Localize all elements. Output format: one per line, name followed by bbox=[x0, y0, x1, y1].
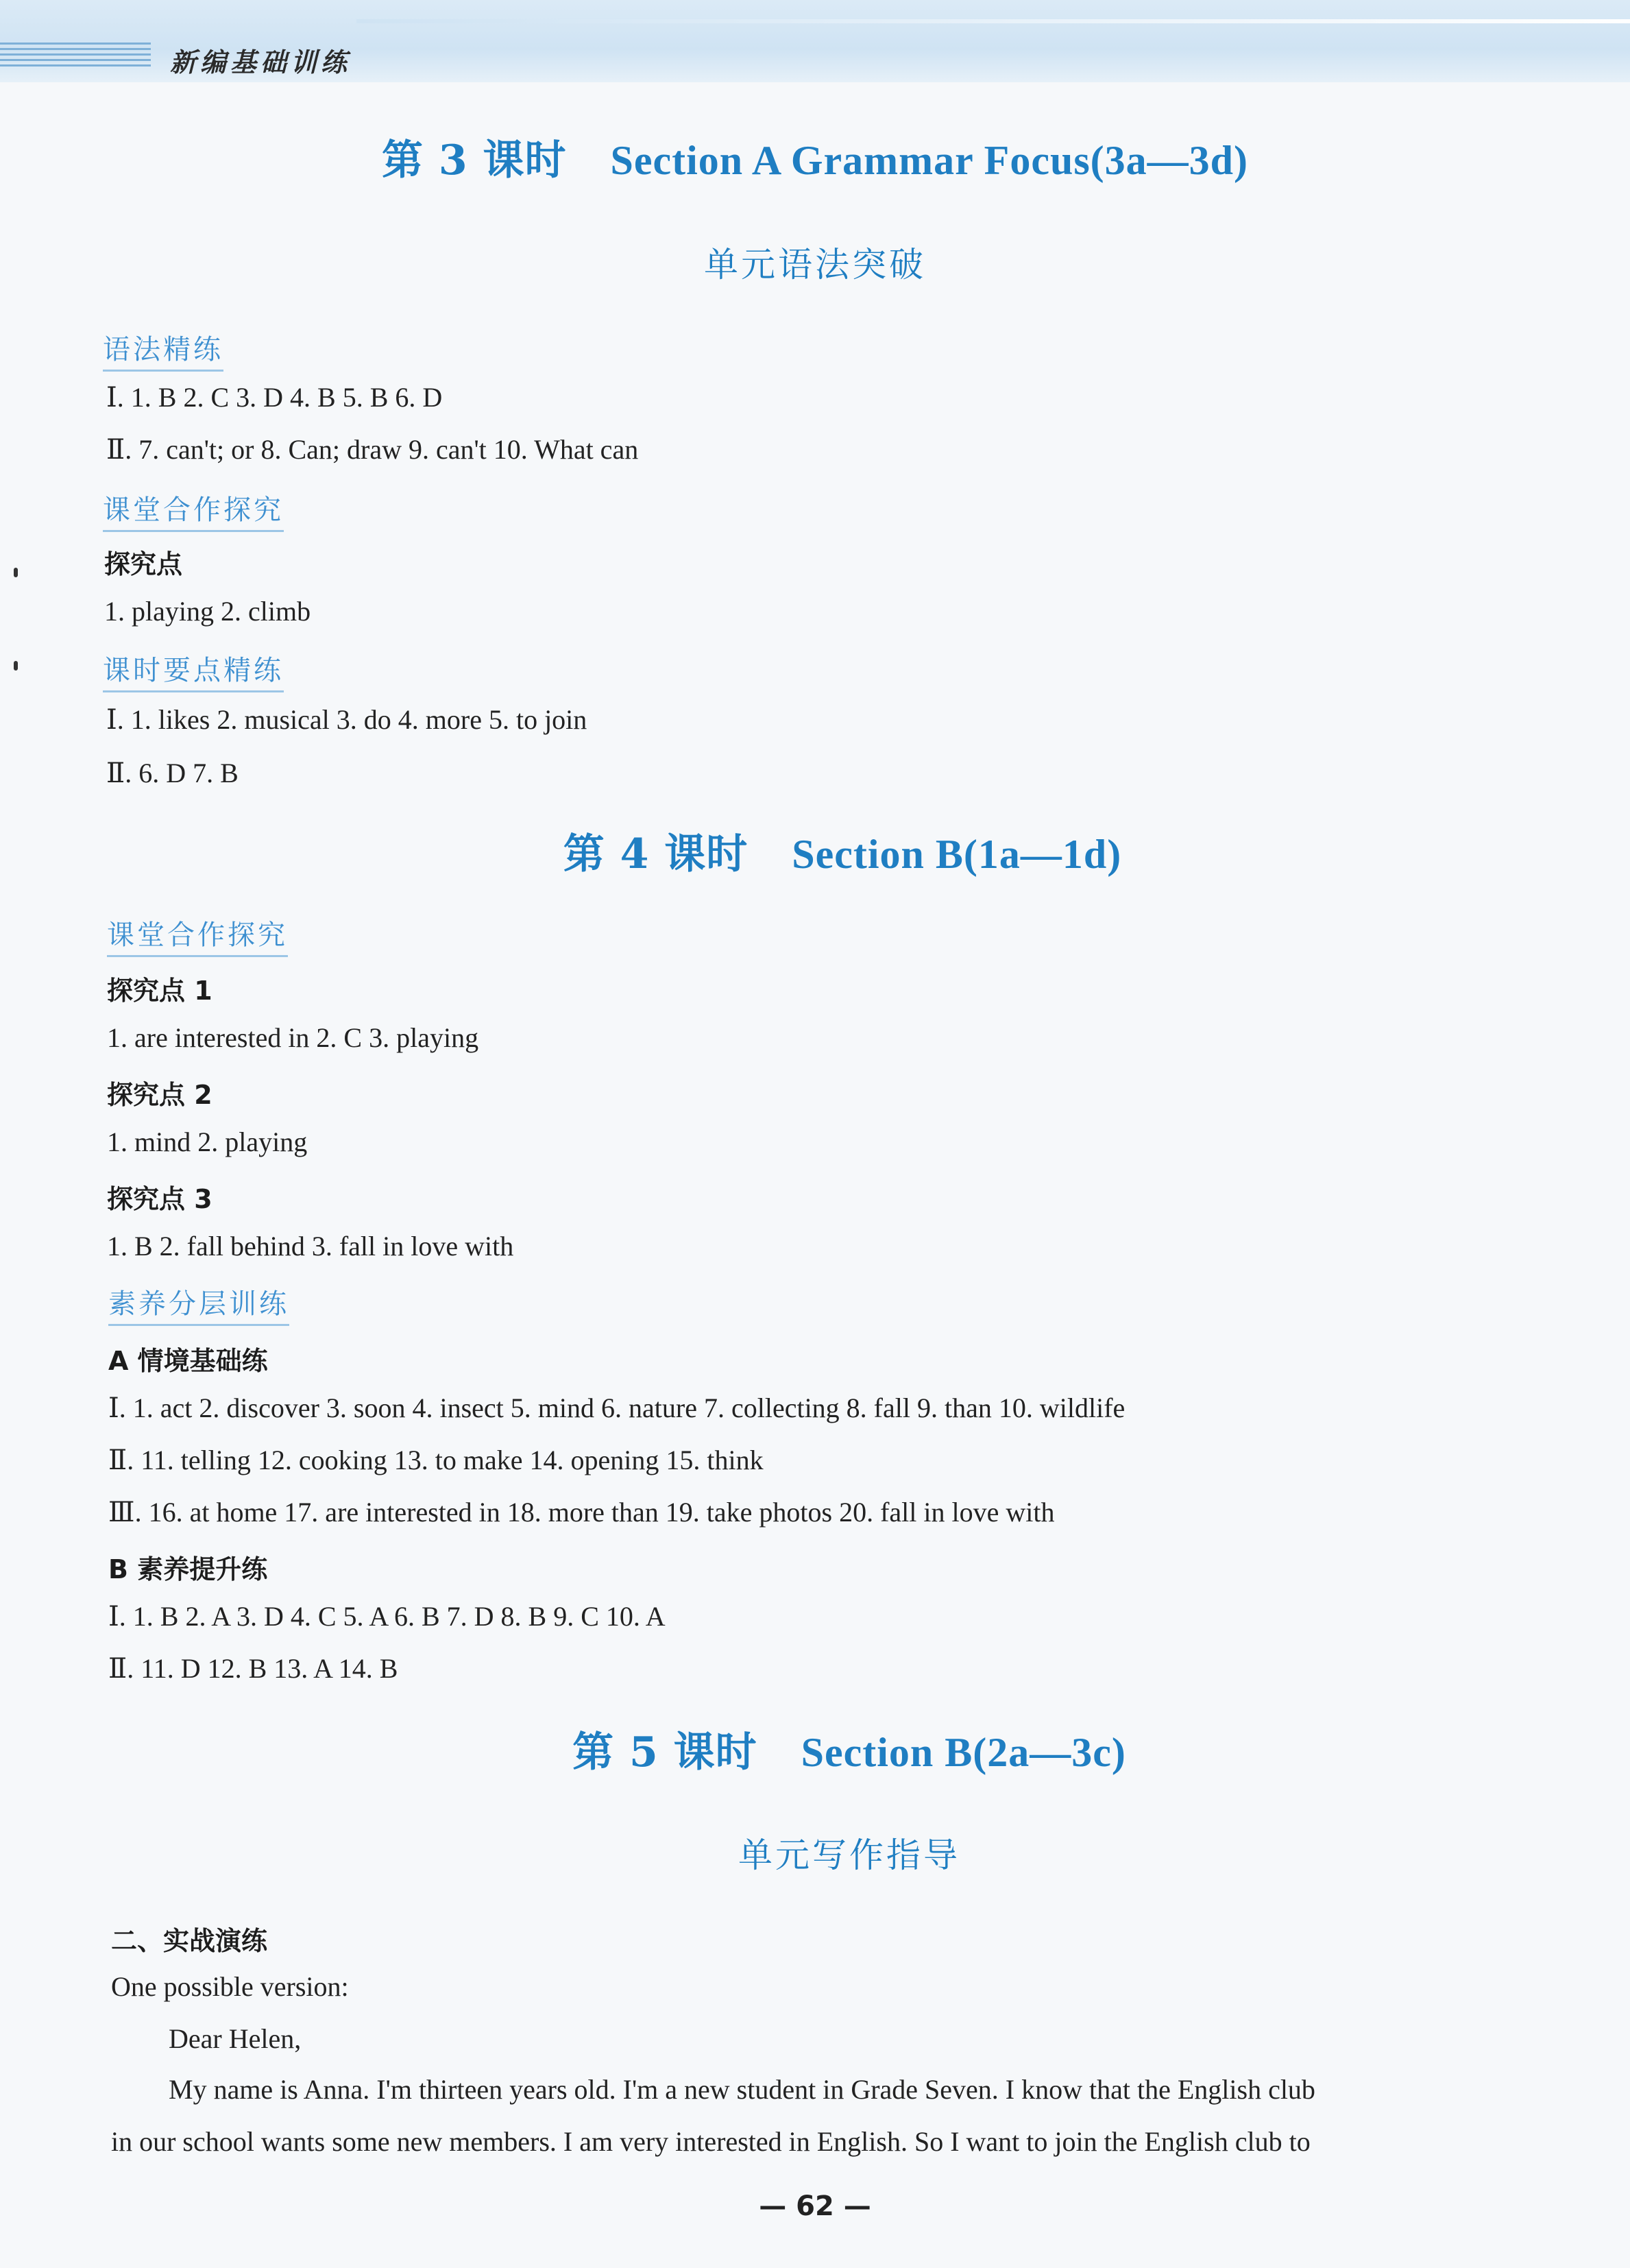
answer-line: 1. B 2. fall behind 3. fall in love with bbox=[107, 1231, 514, 1262]
answer-line: Ⅱ. 6. D 7. B bbox=[106, 758, 239, 788]
answer-line: 1. playing 2. climb bbox=[104, 596, 311, 627]
answer-line: Ⅱ. 11. telling 12. cooking 13. to make 14. opening 15. think bbox=[108, 1445, 764, 1475]
letter-body-line: in our school wants some new members. I am very interested in English. So I want to join the English club to bbox=[111, 2126, 1311, 2157]
answer-line: Ⅱ. 7. can't; or 8. Can; draw 9. can't 10. What can bbox=[106, 434, 639, 465]
section-heading-key-points: 课时要点精练 bbox=[103, 649, 284, 692]
page-number: — 62 — bbox=[759, 2191, 871, 2222]
lesson-number: 第 5 课时 bbox=[572, 1728, 757, 1776]
margin-mark bbox=[14, 568, 18, 577]
sub-heading-b: B 素养提升练 bbox=[108, 1554, 268, 1584]
lesson-number: 第 4 课时 bbox=[563, 830, 749, 878]
answer-line: Ⅰ. 1. act 2. discover 3. soon 4. insect 5. mind 6. nature 7. collecting 8. fall 9. than 10. wildlife bbox=[108, 1392, 1126, 1423]
lesson-section: Section A Grammar Focus(3a—3d) bbox=[610, 138, 1249, 183]
letter-body-line: My name is Anna. I'm thirteen years old. I'm a new student in Grade Seven. I know that the English club bbox=[169, 2074, 1315, 2105]
answer-line: 1. are interested in 2. C 3. playing bbox=[107, 1022, 479, 1053]
exploration-point: 探究点 1 bbox=[107, 976, 212, 1006]
section-heading-classroom: 课堂合作探究 bbox=[107, 913, 288, 957]
section-heading-grammar: 语法精练 bbox=[103, 328, 223, 372]
lesson-section: Section B(2a—3c) bbox=[801, 1730, 1126, 1775]
lesson-5-subtitle: 单元写作指导 bbox=[738, 1835, 960, 1875]
answer-line: Ⅰ. 1. B 2. A 3. D 4. C 5. A 6. B 7. D 8. B 9. C 10. A bbox=[108, 1601, 666, 1632]
lesson-3-subtitle: 单元语法突破 bbox=[704, 245, 926, 285]
letter-greeting: Dear Helen, bbox=[169, 2023, 302, 2054]
answer-line: 1. mind 2. playing bbox=[107, 1126, 308, 1157]
answer-line: Ⅰ. 1. likes 2. musical 3. do 4. more 5. to join bbox=[106, 704, 587, 735]
margin-mark bbox=[14, 661, 18, 671]
answer-line: Ⅰ. 1. B 2. C 3. D 4. B 5. B 6. D bbox=[106, 382, 443, 413]
sub-heading-a: A 情境基础练 bbox=[108, 1346, 268, 1376]
header-divider bbox=[356, 19, 1630, 23]
lesson-4-title bbox=[0, 821, 1630, 880]
header-decoration bbox=[0, 43, 151, 70]
lesson-number: 第 3 课时 bbox=[381, 136, 567, 184]
exploration-point: 探究点 3 bbox=[107, 1184, 212, 1214]
lesson-5-title bbox=[0, 1720, 1630, 1778]
section-heading-layered: 素养分层训练 bbox=[108, 1282, 289, 1326]
lesson-section: Section B(1a—1d) bbox=[792, 832, 1122, 877]
exploration-point: 探究点 2 bbox=[107, 1080, 212, 1110]
lesson-3-title bbox=[0, 128, 1630, 186]
version-label: One possible version: bbox=[111, 1971, 349, 2002]
answer-line: Ⅲ. 16. at home 17. are interested in 18. more than 19. take photos 20. fall in love with bbox=[108, 1497, 1055, 1528]
exploration-point: 探究点 bbox=[104, 549, 183, 579]
practice-heading: 二、实战演练 bbox=[111, 1926, 268, 1956]
series-title: 新编基础训练 bbox=[170, 47, 352, 77]
section-heading-classroom: 课堂合作探究 bbox=[103, 488, 284, 532]
answer-line: Ⅱ. 11. D 12. B 13. A 14. B bbox=[108, 1653, 398, 1684]
